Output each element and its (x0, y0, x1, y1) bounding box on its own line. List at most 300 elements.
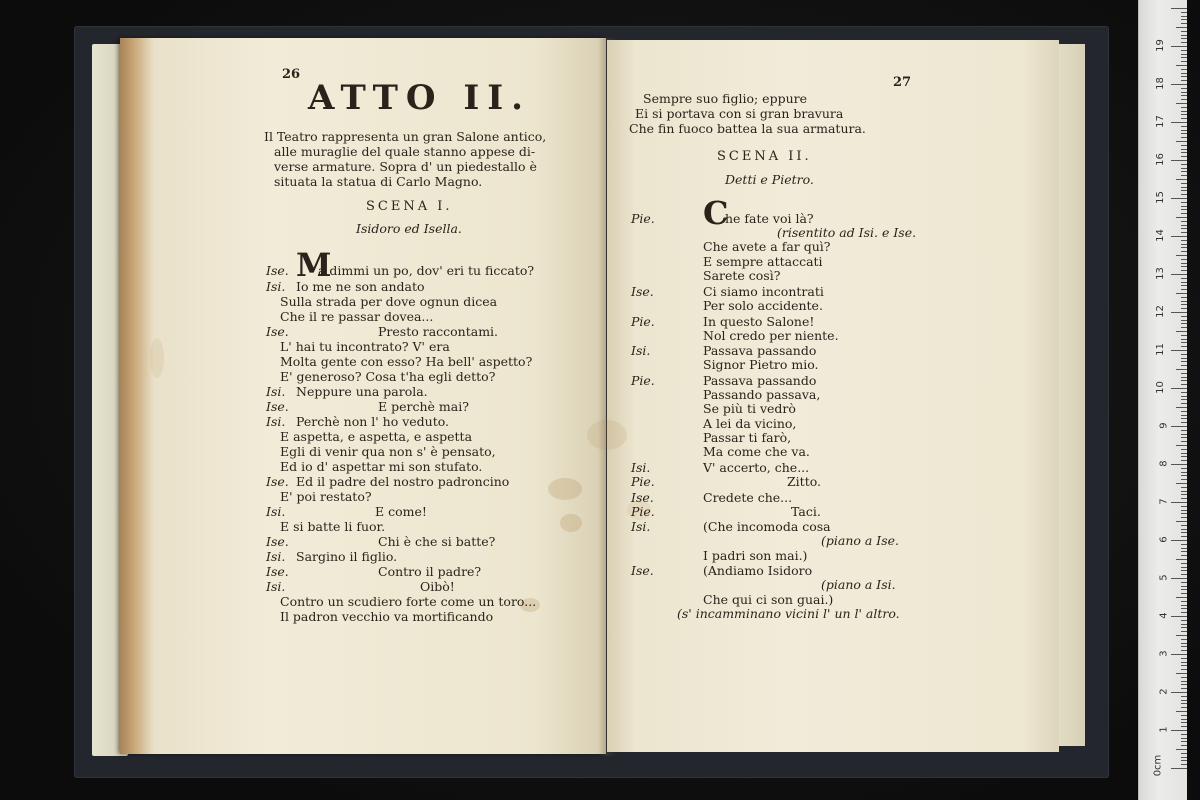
speaker-label: Pie. (631, 211, 655, 226)
ruler-tick (1181, 703, 1187, 704)
ruler-tick (1181, 346, 1187, 347)
ruler-tick (1181, 658, 1187, 659)
speaker-label: Isi. (631, 343, 651, 358)
ruler-tick (1181, 323, 1187, 324)
dialogue-text: Che qui ci son guai.) (703, 592, 834, 607)
ruler-tick (1176, 103, 1187, 104)
ruler-tick (1181, 111, 1187, 112)
ruler-tick (1181, 202, 1187, 203)
speaker-label: Ise. (631, 490, 654, 505)
stage-direction-text: (risentito ad Isi. e Ise. (777, 225, 917, 240)
ruler-number: 6 (1158, 536, 1170, 543)
ruler-tick (1171, 160, 1187, 161)
ruler-tick (1181, 753, 1187, 754)
right-page: 27 Sempre suo figlio; eppure Ei si portava con si gran bravura Che fin fuoco battea la sua armatura. SCENA II. Detti e Pietro. Pie. C he fate voi là? (risentito ad Isi. e Ise. Che avete a far quì? E sempre attaccati Sarete così? Ise. Ci siamo incontrati Per solo accidente. Pie. In questo Salone! Nol credo per niente. Isi. Passava passando Signor Pietro mio. Pie. Passava passando Passando passava, Se più ti vedrò A lei da vicino, Passar ti farò, Ma come che va. Isi. V' accerto, che... Pie. Zitto. Ise. Credete che... Pie. Taci. Isi. (Che incomoda cosa (piano a Ise. I padri son mai.) Ise. (Andiamo Isidoro (piano a Isi. Che qui ci son guai.) (s' incamminano vicini l' un l' altro. (607, 40, 1059, 752)
ruler-number: 4 (1158, 612, 1170, 619)
dialogue-text: Ci siamo incontrati (703, 284, 824, 299)
ruler-tick (1181, 99, 1187, 100)
ruler-number: 12 (1155, 305, 1167, 318)
ruler-tick (1181, 190, 1187, 191)
ruler-tick (1181, 411, 1187, 412)
dialogue-text: E' generoso? Cosa t'ha egli detto? (280, 369, 496, 384)
ruler-tick (1181, 677, 1187, 678)
dialogue-text: V' accerto, che... (703, 460, 810, 475)
stage-direction-text: (s' incamminano vicini l' un l' altro. (677, 606, 900, 621)
dialogue-text: Ed il padre del nostro padroncino (296, 474, 510, 489)
ruler-number: 7 (1158, 498, 1170, 505)
ruler-tick (1171, 502, 1187, 503)
ruler-tick (1181, 308, 1187, 309)
ruler-tick (1181, 567, 1187, 568)
dialogue-text: Io me ne son andato (296, 279, 425, 294)
dialogue-text: Se più ti vedrò (703, 401, 796, 416)
ruler-tick (1181, 42, 1187, 43)
dialogue-text: E' poi restato? (280, 489, 372, 504)
ruler-tick (1181, 418, 1187, 419)
dialogue-text: E perchè mai? (378, 399, 469, 414)
ruler-tick (1181, 700, 1187, 701)
dialogue-text: E sempre attaccati (703, 254, 823, 269)
dialogue-text: Molta gente con esso? Ha bell' aspetto? (280, 354, 533, 369)
dialogue-text: Contro un scudiero forte come un toro... (280, 594, 537, 609)
speaker-label: Pie. (631, 474, 655, 489)
ruler-tick (1181, 696, 1187, 697)
ruler-tick (1176, 597, 1187, 598)
scene-title: SCENA I. (366, 199, 453, 214)
ruler-tick (1171, 236, 1187, 237)
ruler-tick (1176, 749, 1187, 750)
ruler-tick (1171, 84, 1187, 85)
dialogue-text: I padri son mai.) (703, 548, 808, 563)
ruler-tick (1181, 684, 1187, 685)
ruler-tick (1181, 517, 1187, 518)
ruler-tick (1176, 369, 1187, 370)
dialogue-text: Ma come che va. (703, 444, 810, 459)
scene-characters: Isidoro ed Isella. (356, 221, 462, 236)
ruler-tick (1181, 760, 1187, 761)
ruler-tick (1171, 8, 1187, 9)
ruler-tick (1181, 544, 1187, 545)
ruler-tick (1181, 240, 1187, 241)
ruler-tick (1181, 688, 1187, 689)
ruler-tick (1181, 472, 1187, 473)
ruler-tick (1176, 331, 1187, 332)
measuring-ruler (1138, 0, 1187, 800)
ruler-tick (1181, 69, 1187, 70)
ruler-number: 13 (1155, 267, 1167, 280)
ruler-tick (1181, 529, 1187, 530)
ruler-tick (1181, 365, 1187, 366)
ruler-tick (1181, 491, 1187, 492)
ruler-number: 9 (1158, 422, 1170, 429)
ruler-tick (1181, 631, 1187, 632)
ruler-tick (1181, 384, 1187, 385)
ruler-tick (1181, 582, 1187, 583)
dialogue-text: A lei da vicino, (703, 416, 797, 431)
dialogue-text: Sulla strada per dove ognun dicea (280, 294, 498, 309)
ruler-tick (1176, 711, 1187, 712)
speaker-label: Pie. (631, 504, 655, 519)
left-page: 26 ATTO II. Il Teatro rappresenta un gran Salone antico, alle muraglie del quale stanno appese di- verse armature. Sopra d' un piedestallo è situata la statua di Carlo Magno. SCENA I. Isidoro ed Isella. Ise. M a dimmi un po, dov' eri tu ficcato? Isi. Io me ne son andato Sulla strada per dove ognun dicea Che il re passar dovea... Ise. Presto raccontami. L' hai tu incontrato? V' era Molta gente con esso? Ha bell' aspetto? E' generoso? Cosa t'ha egli detto? Isi. Neppure una parola. Ise. E perchè mai? Isi. Perchè non l' ho veduto. E aspetta, e aspetta, e aspetta Egli di venir qua non s' è pensato, Ed io d' aspettar mi son stufato. Ise. Ed il padre del nostro padroncino E' poi restato? Isi. E come! E si batte li fuor. Ise. Chi è che si batte? Isi. Sargino il figlio. Ise. Contro il padre? Isi. Oibò! Contro un scudiero forte come un toro... Il padron vecchio va mortificando (120, 38, 606, 754)
dialogue-text: Oibò! (420, 579, 455, 594)
ruler-tick (1181, 301, 1187, 302)
ruler-tick (1181, 118, 1187, 119)
ruler-tick (1181, 449, 1187, 450)
ruler-tick (1171, 616, 1187, 617)
ruler-tick (1181, 358, 1187, 359)
ruler-tick (1181, 551, 1187, 552)
speaker-label: Isi. (266, 504, 286, 519)
ruler-tick (1176, 483, 1187, 484)
ruler-tick (1181, 639, 1187, 640)
ruler-tick (1181, 297, 1187, 298)
ruler-tick (1181, 627, 1187, 628)
scene-title: SCENA II. (717, 149, 812, 164)
ruler-tick (1181, 12, 1187, 13)
ruler-tick (1181, 35, 1187, 36)
ruler-tick (1181, 726, 1187, 727)
ruler-tick (1181, 107, 1187, 108)
ruler-tick (1181, 665, 1187, 666)
ruler-tick (1181, 228, 1187, 229)
ruler-tick (1181, 209, 1187, 210)
ruler-tick (1181, 73, 1187, 74)
ruler-tick (1181, 206, 1187, 207)
ruler-tick (1176, 65, 1187, 66)
ruler-tick (1181, 164, 1187, 165)
ruler-number: 18 (1155, 77, 1167, 90)
speaker-label: Ise. (266, 474, 289, 489)
ruler-tick (1181, 506, 1187, 507)
ruler-tick (1176, 141, 1187, 142)
speaker-label: Ise. (266, 263, 289, 278)
ruler-tick (1181, 548, 1187, 549)
dialogue-text: E aspetta, e aspetta, e aspetta (280, 429, 473, 444)
act-title: ATTO II. (308, 78, 532, 118)
ruler-tick (1181, 403, 1187, 404)
dialogue-text: E si batte li fuor. (280, 519, 386, 534)
ruler-tick (1181, 373, 1187, 374)
speaker-label: Isi. (266, 384, 286, 399)
ruler-tick (1181, 605, 1187, 606)
ruler-tick (1181, 399, 1187, 400)
ruler-tick (1181, 304, 1187, 305)
ruler-tick (1181, 156, 1187, 157)
dialogue-text: he fate voi là? (725, 211, 814, 226)
ruler-tick (1171, 540, 1187, 541)
speaker-label: Ise. (631, 563, 654, 578)
ruler-tick (1181, 92, 1187, 93)
ruler-tick (1181, 532, 1187, 533)
ruler-tick (1176, 217, 1187, 218)
ruler-tick (1171, 198, 1187, 199)
ruler-tick (1181, 719, 1187, 720)
ruler-tick (1181, 130, 1187, 131)
ruler-number: 10 (1155, 381, 1167, 394)
ruler-tick (1181, 149, 1187, 150)
ruler-tick (1181, 570, 1187, 571)
speaker-label: Isi. (266, 579, 286, 594)
ruler-tick (1181, 80, 1187, 81)
ruler-tick (1181, 563, 1187, 564)
ruler-tick (1181, 434, 1187, 435)
ruler-tick (1171, 426, 1187, 427)
ruler-tick (1181, 422, 1187, 423)
speaker-label: Ise. (631, 284, 654, 299)
ruler-tick (1181, 415, 1187, 416)
ruler-number: 1 (1158, 726, 1170, 733)
ruler-tick (1176, 635, 1187, 636)
drop-cap: C (703, 194, 729, 232)
ruler-tick (1171, 46, 1187, 47)
ruler-tick (1176, 179, 1187, 180)
ruler-tick (1181, 487, 1187, 488)
ruler-tick (1181, 620, 1187, 621)
dialogue-text: (Andiamo Isidoro (703, 563, 813, 578)
ruler-tick (1181, 266, 1187, 267)
ruler-tick (1181, 612, 1187, 613)
ruler-tick (1176, 255, 1187, 256)
ruler-tick (1181, 327, 1187, 328)
ruler-tick (1181, 251, 1187, 252)
ruler-tick (1176, 407, 1187, 408)
ruler-tick (1181, 437, 1187, 438)
ruler-tick (1181, 468, 1187, 469)
ruler-tick (1171, 274, 1187, 275)
ruler-tick (1181, 57, 1187, 58)
ruler-tick (1181, 282, 1187, 283)
speaker-label: Isi. (266, 279, 286, 294)
ruler-tick (1181, 187, 1187, 188)
ruler-tick (1181, 555, 1187, 556)
ruler-tick (1181, 662, 1187, 663)
ruler-tick (1181, 126, 1187, 127)
ruler-tick (1181, 335, 1187, 336)
ruler-tick (1181, 430, 1187, 431)
ruler-tick (1181, 114, 1187, 115)
ruler-tick (1181, 61, 1187, 62)
dialogue-text: Per solo accidente. (703, 298, 823, 313)
ruler-tick (1181, 225, 1187, 226)
speaker-label: Isi. (631, 519, 651, 534)
dialogue-text: Taci. (791, 504, 821, 519)
ruler-number: 16 (1155, 153, 1167, 166)
dialogue-text: Ed io d' aspettar mi son stufato. (280, 459, 483, 474)
ruler-tick (1181, 175, 1187, 176)
speaker-label: Pie. (631, 373, 655, 388)
dialogue-text: Che il re passar dovea... (280, 309, 434, 324)
ruler-tick (1181, 354, 1187, 355)
ruler-tick (1181, 589, 1187, 590)
ruler-tick (1171, 388, 1187, 389)
speaker-label: Isi. (266, 549, 286, 564)
dialogue-text: E come! (375, 504, 427, 519)
ruler-tick (1181, 734, 1187, 735)
ruler-tick (1181, 342, 1187, 343)
ruler-tick (1181, 510, 1187, 511)
ruler-tick (1181, 171, 1187, 172)
ruler-tick (1181, 380, 1187, 381)
ruler-tick (1181, 593, 1187, 594)
ruler-tick (1176, 521, 1187, 522)
ruler-tick (1176, 27, 1187, 28)
scene-characters: Detti e Pietro. (725, 172, 814, 187)
ruler-tick (1181, 247, 1187, 248)
dialogue-text: Il padron vecchio va mortificando (280, 609, 494, 624)
ruler-tick (1181, 316, 1187, 317)
dialogue-text: In questo Salone! (703, 314, 815, 329)
ruler-tick (1171, 578, 1187, 579)
ruler-tick (1181, 475, 1187, 476)
ruler-tick (1181, 643, 1187, 644)
dialogue-text: Egli di venir qua non s' è pensato, (280, 444, 496, 459)
ruler-number: 14 (1155, 229, 1167, 242)
ruler-tick (1181, 681, 1187, 682)
ruler-tick (1181, 145, 1187, 146)
ruler-tick (1171, 464, 1187, 465)
ruler-tick (1181, 168, 1187, 169)
ruler-tick (1181, 396, 1187, 397)
dialogue-text: Contro il padre? (378, 564, 482, 579)
dialogue-text: Passar ti farò, (703, 430, 792, 445)
dialogue-text: Perchè non l' ho veduto. (296, 414, 450, 429)
ruler-tick (1176, 445, 1187, 446)
ruler-tick (1181, 738, 1187, 739)
ruler-number: 11 (1155, 343, 1167, 356)
dialogue-text: Sarete così? (703, 268, 781, 283)
ruler-number: 19 (1155, 39, 1167, 52)
ruler-tick (1181, 232, 1187, 233)
ruler-tick (1181, 88, 1187, 89)
ruler-tick (1171, 692, 1187, 693)
ruler-tick (1181, 586, 1187, 587)
speaker-label: Isi. (631, 460, 651, 475)
ruler-tick (1181, 54, 1187, 55)
ruler-tick (1181, 707, 1187, 708)
ruler-tick (1181, 50, 1187, 51)
dialogue-text: (Che incomoda cosa (703, 519, 831, 534)
ruler-tick (1181, 608, 1187, 609)
ruler-tick (1181, 669, 1187, 670)
ruler-tick (1181, 270, 1187, 271)
dialogue-text: Presto raccontami. (378, 324, 499, 339)
ruler-tick (1176, 559, 1187, 560)
ruler-tick (1181, 76, 1187, 77)
ruler-tick (1181, 513, 1187, 514)
ruler-tick (1181, 624, 1187, 625)
speaker-label: Ise. (266, 564, 289, 579)
speaker-label: Isi. (266, 414, 286, 429)
page-number: 26 (282, 67, 301, 82)
ruler-tick (1181, 23, 1187, 24)
dialogue-text: a dimmi un po, dov' eri tu ficcato? (318, 263, 535, 278)
ruler-tick (1176, 293, 1187, 294)
speaker-label: Pie. (631, 314, 655, 329)
speaker-label: Ise. (266, 324, 289, 339)
ruler-number: 5 (1158, 574, 1170, 581)
ruler-tick (1181, 213, 1187, 214)
ruler-tick (1171, 654, 1187, 655)
dialogue-text: Passava passando (703, 343, 817, 358)
ruler-number: 2 (1158, 688, 1170, 695)
ruler-number: 17 (1155, 115, 1167, 128)
ruler-tick (1181, 221, 1187, 222)
ruler-tick (1181, 320, 1187, 321)
dialogue-text: Chi è che si batte? (378, 534, 496, 549)
ruler-tick (1181, 38, 1187, 39)
ruler-unit-label: 0cm (1152, 754, 1164, 777)
ruler-tick (1181, 745, 1187, 746)
dialogue-text: Zitto. (787, 474, 822, 489)
speaker-label: Ise. (266, 534, 289, 549)
ruler-tick (1181, 441, 1187, 442)
ruler-tick (1181, 137, 1187, 138)
speaker-label: Ise. (266, 399, 289, 414)
ruler-tick (1181, 722, 1187, 723)
ruler-tick (1181, 574, 1187, 575)
ruler-tick (1181, 715, 1187, 716)
ruler-tick (1181, 536, 1187, 537)
ruler-tick (1181, 361, 1187, 362)
ruler-tick (1181, 31, 1187, 32)
ruler-tick (1181, 244, 1187, 245)
ruler-tick (1181, 498, 1187, 499)
stage-direction-text: (piano a Isi. (821, 577, 896, 592)
ruler-tick (1181, 152, 1187, 153)
ruler-tick (1181, 650, 1187, 651)
dialogue-text: Passando passava, (703, 387, 821, 402)
dialogue-text: Sargino il figlio. (296, 549, 398, 564)
ruler-tick (1181, 525, 1187, 526)
ruler-tick (1181, 757, 1187, 758)
page-number: 27 (893, 75, 912, 90)
ruler-tick (1181, 339, 1187, 340)
ruler-number: 15 (1155, 191, 1167, 204)
ruler-tick (1181, 453, 1187, 454)
ruler-tick (1171, 350, 1187, 351)
ruler-tick (1171, 768, 1187, 769)
ruler-tick (1181, 601, 1187, 602)
ruler-tick (1181, 377, 1187, 378)
dialogue-text: Credete che... (703, 490, 793, 505)
dialogue-text: Che avete a far quì? (703, 239, 831, 254)
ruler-tick (1181, 456, 1187, 457)
stage-direction-text: (piano a Ise. (821, 533, 900, 548)
ruler-tick (1181, 19, 1187, 20)
ruler-tick (1171, 730, 1187, 731)
ruler-tick (1181, 646, 1187, 647)
ruler-tick (1171, 312, 1187, 313)
ruler-tick (1181, 95, 1187, 96)
dialogue-text: Passava passando (703, 373, 817, 388)
dialogue-text: Nol credo per niente. (703, 328, 839, 343)
dialogue-text: L' hai tu incontrato? V' era (280, 339, 450, 354)
ruler-tick (1176, 673, 1187, 674)
ruler-tick (1181, 285, 1187, 286)
ruler-tick (1181, 494, 1187, 495)
ruler-tick (1181, 479, 1187, 480)
ruler-number: 3 (1158, 650, 1170, 657)
ruler-tick (1181, 289, 1187, 290)
drop-cap: M (296, 246, 332, 284)
ruler-tick (1181, 16, 1187, 17)
ruler-tick (1181, 764, 1187, 765)
dialogue-text: Neppure una parola. (296, 384, 428, 399)
ruler-tick (1181, 460, 1187, 461)
ruler-tick (1181, 392, 1187, 393)
ruler-tick (1181, 259, 1187, 260)
ruler-tick (1181, 263, 1187, 264)
